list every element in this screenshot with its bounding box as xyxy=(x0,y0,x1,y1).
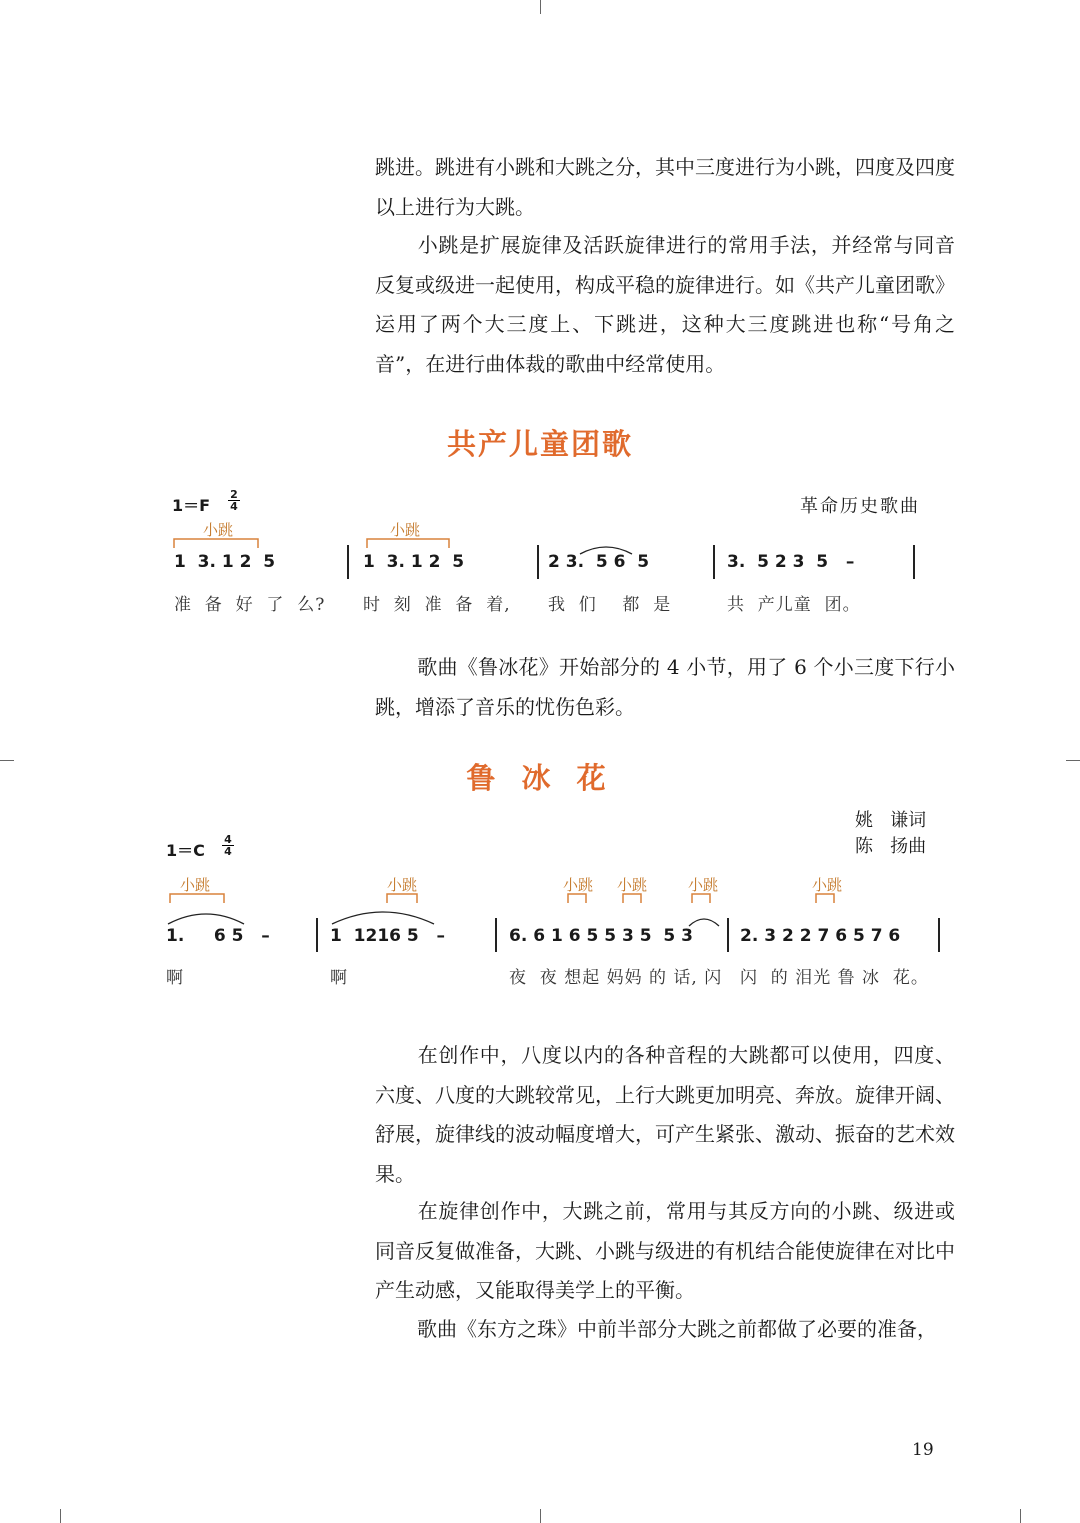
song1-barline xyxy=(713,545,715,579)
song1-measure-4: 3. 5 2 3 5 – xyxy=(727,552,855,572)
song2-measure-4: 2. 3 2 2 7 6 5 7 6 xyxy=(740,926,901,946)
song1-lyric-3: 我 们 都 是 xyxy=(548,595,672,615)
paragraph-big-leap: 在创作中，八度以内的各种音程的大跳都可以使用，四度、六度、八度的大跳较常见，上行大跳更加明亮、奔放。旋律开阔、舒展，旋律线的波动幅度增大，可产生紧张、激动、振奋的艺术效果。 xyxy=(375,1043,955,1186)
song2-barline xyxy=(316,918,318,952)
song2-bracket-6 xyxy=(814,892,838,904)
song2-annotation-1: 小跳 xyxy=(180,876,211,894)
crop-mark xyxy=(540,0,541,14)
song2-measure-1: 1. 6 5 – xyxy=(166,926,270,946)
song2-bracket-2 xyxy=(385,892,421,904)
crop-mark xyxy=(540,1509,541,1523)
song2-lyric-1: 啊 xyxy=(166,968,184,988)
song2-annotation-6: 小跳 xyxy=(812,876,843,894)
crop-mark xyxy=(60,1509,61,1523)
time-bottom: 4 xyxy=(230,500,238,513)
song2-lyric-3: 夜 夜 想起 妈妈 的 话, 闪 xyxy=(509,968,723,988)
song2-annotation-2: 小跳 xyxy=(387,876,418,894)
song1-barline xyxy=(913,545,915,579)
song2-title: 鲁 冰 花 xyxy=(466,761,614,795)
song2-bracket-3 xyxy=(566,892,590,904)
song1-measure-2: 1 3. 1 2 5 xyxy=(363,552,465,572)
song2-bracket-1 xyxy=(168,892,228,904)
song1-time-signature xyxy=(228,489,240,512)
paragraph-small-leap: 小跳是扩展旋律及活跃旋律进行的常用手法，并经常与同音反复或级进一起使用，构成平稳的旋律进行。如《共产儿童团歌》运用了两个大三度上、下跳进，这种大三度跳进也称“号角之音”，在进行曲体裁的歌曲中经常使用。 xyxy=(375,233,955,376)
song1-lyric-2: 时 刻 准 备 着, xyxy=(363,595,511,615)
song1-key: 1＝F xyxy=(172,496,211,515)
song1-title: 共产儿童团歌 xyxy=(446,427,633,461)
song1-measure-3: 2 3. 5 6 5 xyxy=(548,552,650,572)
paragraph-dongfangzhizhu: 歌曲《东方之珠》中前半部分大跳之前都做了必要的准备， xyxy=(417,1317,937,1341)
song1-annotation-2: 小跳 xyxy=(390,521,421,539)
song2-slur-2 xyxy=(330,904,436,926)
song2-annotation-4: 小跳 xyxy=(617,876,648,894)
song2-bracket-4 xyxy=(621,892,645,904)
song2-annotation-3: 小跳 xyxy=(563,876,594,894)
song2-lyric-4: 闪 的 泪光 鲁 冰 花。 xyxy=(740,968,929,988)
paragraph-luobinghua-intro: 歌曲《鲁冰花》开始部分的 4 小节，用了 6 个小三度下行小跳，增添了音乐的忧伤色彩。 xyxy=(375,655,955,719)
song1-barline xyxy=(537,545,539,579)
crop-mark xyxy=(1020,1509,1021,1523)
time-top: 2 xyxy=(230,488,238,501)
song1-bracket-2 xyxy=(365,537,455,549)
song2-composer: 陈 扬曲 xyxy=(855,836,927,857)
page-number: 19 xyxy=(912,1440,934,1460)
song2-lyricist: 姚 谦词 xyxy=(855,810,927,831)
song2-barline xyxy=(727,918,729,952)
song2-annotation-5: 小跳 xyxy=(688,876,719,894)
paragraph-leap-preparation: 在旋律创作中，大跳之前，常用与其反方向的小跳、级进或同音反复做准备，大跳、小跳与级进的有机结合能使旋律在对比中产生动感，又能取得美学上的平衡。 xyxy=(375,1199,955,1302)
time-bottom: 4 xyxy=(224,845,232,858)
song2-time-signature xyxy=(222,834,234,857)
time-top: 4 xyxy=(224,833,232,846)
song2-measure-3: 6. 6 1 6 5 5 3 5 5 3 xyxy=(509,926,693,946)
song1-measure-1: 1 3. 1 2 5 xyxy=(174,552,276,572)
song2-bracket-5 xyxy=(690,892,714,904)
song1-lyric-1: 准 备 好 了 么? xyxy=(174,595,326,615)
song1-lyric-4: 共 产儿童 团。 xyxy=(727,595,861,615)
song1-annotation-1: 小跳 xyxy=(203,521,234,539)
song2-key: 1＝C xyxy=(166,841,205,860)
song2-measure-2: 1 1216 5 – xyxy=(330,926,445,946)
song1-source: 革命历史歌曲 xyxy=(800,496,920,517)
song1-tie xyxy=(578,544,634,556)
song1-bracket-1 xyxy=(172,537,262,549)
song1-barline xyxy=(347,545,349,579)
song2-lyric-2: 啊 xyxy=(330,968,348,988)
song2-barline xyxy=(938,918,940,952)
song2-slur-1 xyxy=(166,906,246,926)
song2-barline xyxy=(495,918,497,952)
paragraph-leaps-definition: 跳进。跳进有小跳和大跳之分，其中三度进行为小跳，四度及四度以上进行为大跳。 xyxy=(375,155,955,219)
